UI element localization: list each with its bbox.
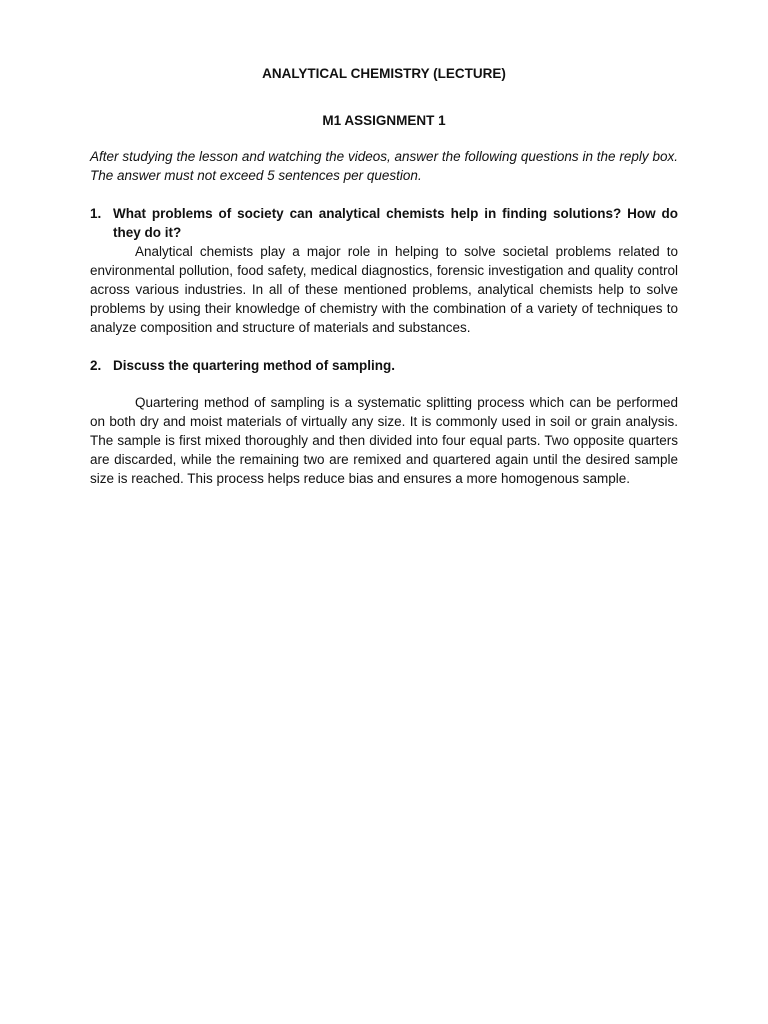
instructions-text: After studying the lesson and watching the videos, answer the following questions in the reply box. The answer must not exceed 5 sentences per question. (90, 149, 678, 183)
question-1-text: What problems of society can analytical chemists help in finding solutions? How do they do it? (113, 206, 678, 240)
document-title: ANALYTICAL CHEMISTRY (LECTURE) (262, 66, 506, 81)
answer-2: Quartering method of sampling is a systematic splitting process which can be performed on both dry and moist materials of virtually any size. It is commonly used in soil or grain analysis. The sample is first mixed thoroughly and then divided into four equal parts. Two opposite quarters are discarded, while the remaining two are remixed and quartered again until the desired sample size is reached. This process helps reduce bias and ensures a more homogenous sample. (90, 395, 678, 486)
assignment-subtitle: M1 ASSIGNMENT 1 (322, 113, 446, 128)
question-2-number: 2. (90, 358, 102, 373)
document-page (90, 64, 678, 488)
question-2-text: Discuss the quartering method of sampling. (113, 358, 396, 373)
answer-1: Analytical chemists play a major role in helping to solve societal problems related to environmental pollution, food safety, medical diagnostics, forensic investigation and quality control across various industries. In all of these mentioned problems, analytical chemists help to solve problems by using their knowledge of chemistry with the combination of a variety of techniques to analyze composition and structure of materials and substances. (90, 244, 678, 335)
question-2 (90, 356, 678, 375)
question-1 (90, 204, 678, 242)
question-1-number: 1. (90, 206, 102, 221)
